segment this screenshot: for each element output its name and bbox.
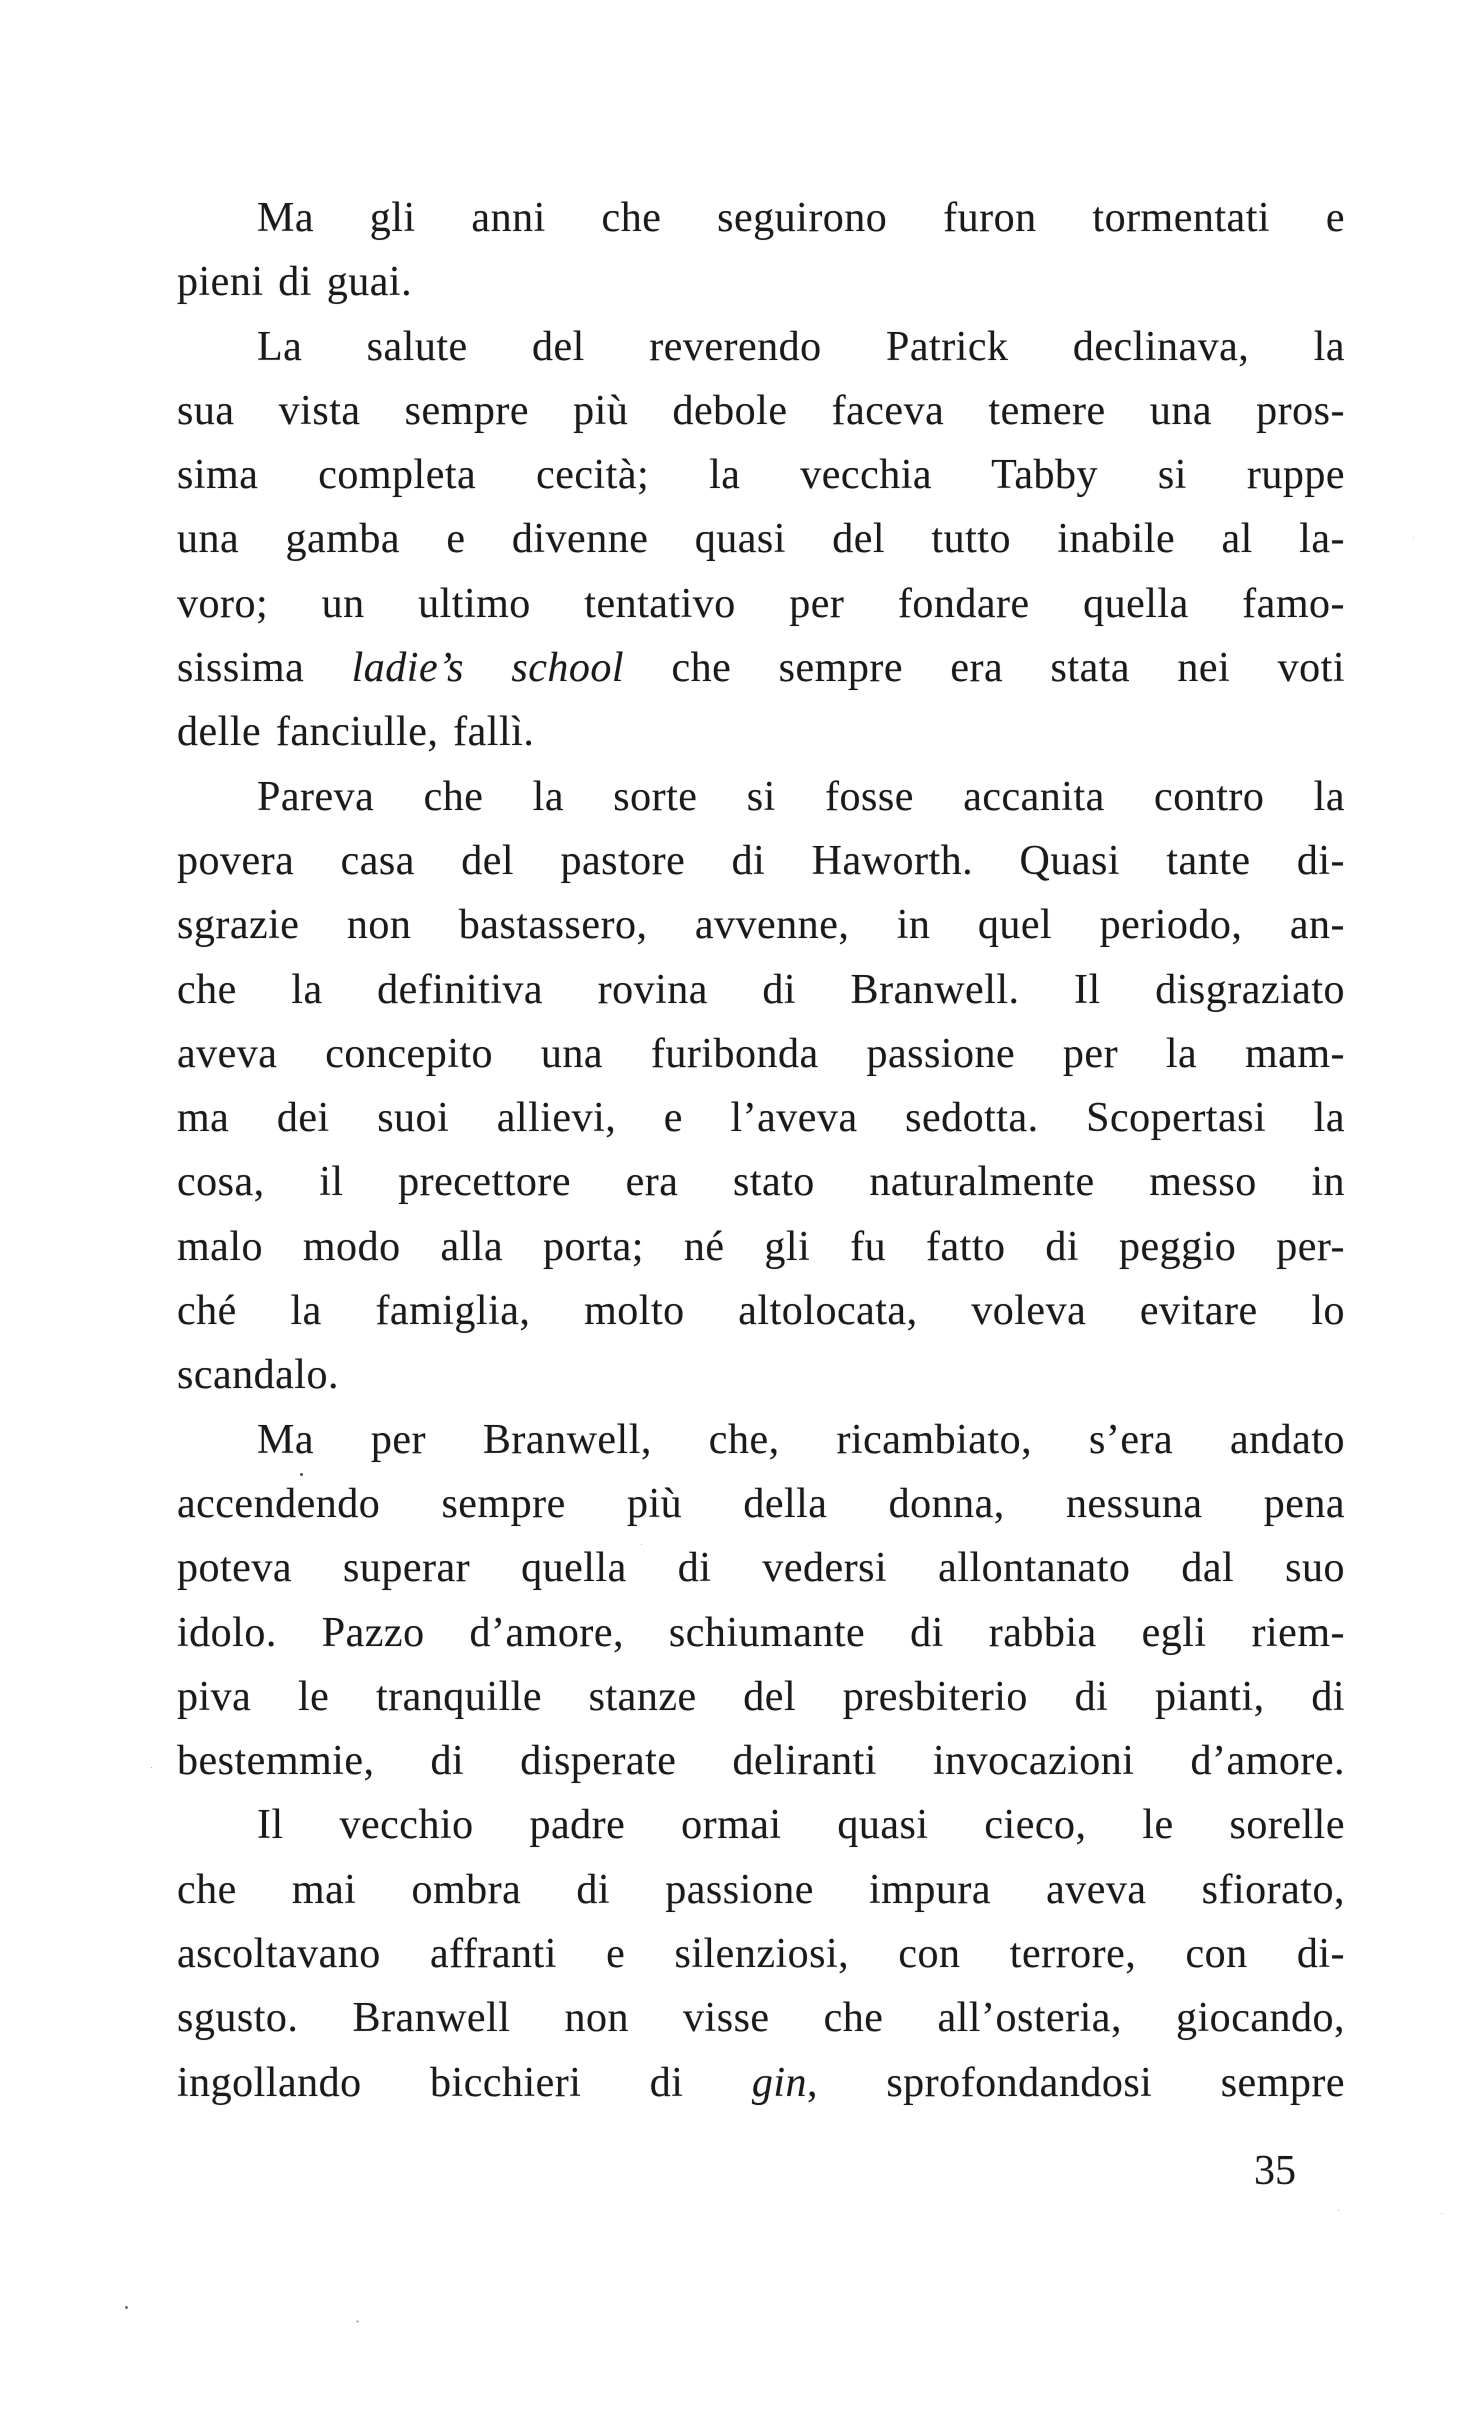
text-line xyxy=(177,1729,1345,1793)
text-line xyxy=(177,379,1345,443)
text-line xyxy=(177,1536,1345,1600)
text-run: Ma gli anni che seguirono furon tormentati e xyxy=(257,195,1345,241)
text-line xyxy=(177,1665,1345,1729)
text-run: Il vecchio padre ormai quasi cieco, le sorelle xyxy=(257,1802,1345,1849)
text-run: scandalo. xyxy=(177,1352,339,1399)
text-line xyxy=(177,315,1345,379)
text-line xyxy=(177,1086,1345,1150)
italic-text: ladie’s school xyxy=(351,645,625,692)
text-run: ma dei suoi allievi, e l’aveva sedotta. Scopertasi la xyxy=(177,1095,1345,1142)
text-line xyxy=(177,186,1345,250)
text-run: sgusto. Branwell non visse che all’osteria, giocando, xyxy=(177,1995,1345,2042)
text-line xyxy=(177,1601,1345,1665)
text-run: Pareva che la sorte si fosse accanita contro la xyxy=(257,773,1345,820)
text-line xyxy=(177,1279,1345,1343)
text-line xyxy=(177,250,1345,314)
text-run: delle fanciulle, fallì. xyxy=(177,709,535,756)
text-run: pieni di guai. xyxy=(177,259,413,306)
text-line xyxy=(177,1408,1345,1472)
text-line xyxy=(177,1986,1345,2050)
text-run: ingollando bicchieri di xyxy=(177,2059,752,2106)
text-run: che la definitiva rovina di Branwell. Il disgraziato xyxy=(177,966,1345,1013)
text-run: sua vista sempre più debole faceva temere una pros- xyxy=(177,387,1345,434)
text-run: voro; un ultimo tentativo per fondare quella famo- xyxy=(177,580,1345,627)
text-run: sissima xyxy=(177,645,352,692)
text-line xyxy=(177,1343,1345,1407)
text-line xyxy=(177,765,1345,829)
text-run: bestemmie, di disperate deliranti invocazioni d’amore. xyxy=(177,1738,1345,1785)
text-run: La salute del reverendo Patrick declinava, la xyxy=(257,323,1345,370)
scan-speckles xyxy=(0,0,3,3)
text-run: Ma per Branwell, che, ricambiato, s’era andato xyxy=(257,1416,1345,1463)
text-run: cosa, il precettore era stato naturalmente messo in xyxy=(177,1159,1345,1206)
text-run: una gamba e divenne quasi del tutto inabile al la- xyxy=(177,516,1345,563)
text-line xyxy=(177,1022,1345,1086)
text-run: accendendo sempre più della donna, nessuna pena xyxy=(177,1480,1345,1527)
text-run: aveva concepito una furibonda passione per la mam- xyxy=(177,1030,1345,1077)
text-line xyxy=(177,700,1345,764)
text-line xyxy=(177,1472,1345,1536)
text-run: ché la famiglia, molto altolocata, voleva evitare lo xyxy=(177,1288,1345,1335)
text-run: malo modo alla porta; né gli fu fatto di peggio per- xyxy=(177,1223,1345,1270)
text-line xyxy=(177,443,1345,507)
text-run: poteva superar quella di vedersi allontanato dal suo xyxy=(177,1545,1345,1592)
text-line xyxy=(177,572,1345,636)
text-line xyxy=(177,2051,1345,2115)
text-run: piva le tranquille stanze del presbiterio di pianti, di xyxy=(177,1673,1345,1720)
page-number: 35 xyxy=(1254,2148,1296,2194)
text-run: ascoltavano affranti e silenziosi, con terrore, con di- xyxy=(177,1931,1345,1978)
text-run: povera casa del pastore di Haworth. Quasi tante di- xyxy=(177,837,1345,884)
text-run: che sempre era stata nei voti xyxy=(624,645,1345,692)
text-line xyxy=(177,1793,1345,1857)
text-line xyxy=(177,1858,1345,1922)
text-line xyxy=(177,958,1345,1022)
text-line xyxy=(177,829,1345,893)
italic-text: gin xyxy=(751,2059,807,2106)
text-run: sgrazie non bastassero, avvenne, in quel periodo, an- xyxy=(177,902,1345,949)
text-line xyxy=(177,893,1345,957)
text-run: idolo. Pazzo d’amore, schiumante di rabbia egli riem- xyxy=(177,1609,1345,1656)
text-line xyxy=(177,636,1345,700)
text-line xyxy=(177,1150,1345,1214)
text-line xyxy=(177,507,1345,571)
text-line xyxy=(177,1215,1345,1279)
page-text-block xyxy=(177,186,1345,2115)
text-line xyxy=(177,1922,1345,1986)
text-run: che mai ombra di passione impura aveva sfiorato, xyxy=(177,1866,1345,1913)
text-run: sima completa cecità; la vecchia Tabby si ruppe xyxy=(177,452,1345,499)
text-run: , sprofondandosi sempre xyxy=(807,2059,1345,2106)
